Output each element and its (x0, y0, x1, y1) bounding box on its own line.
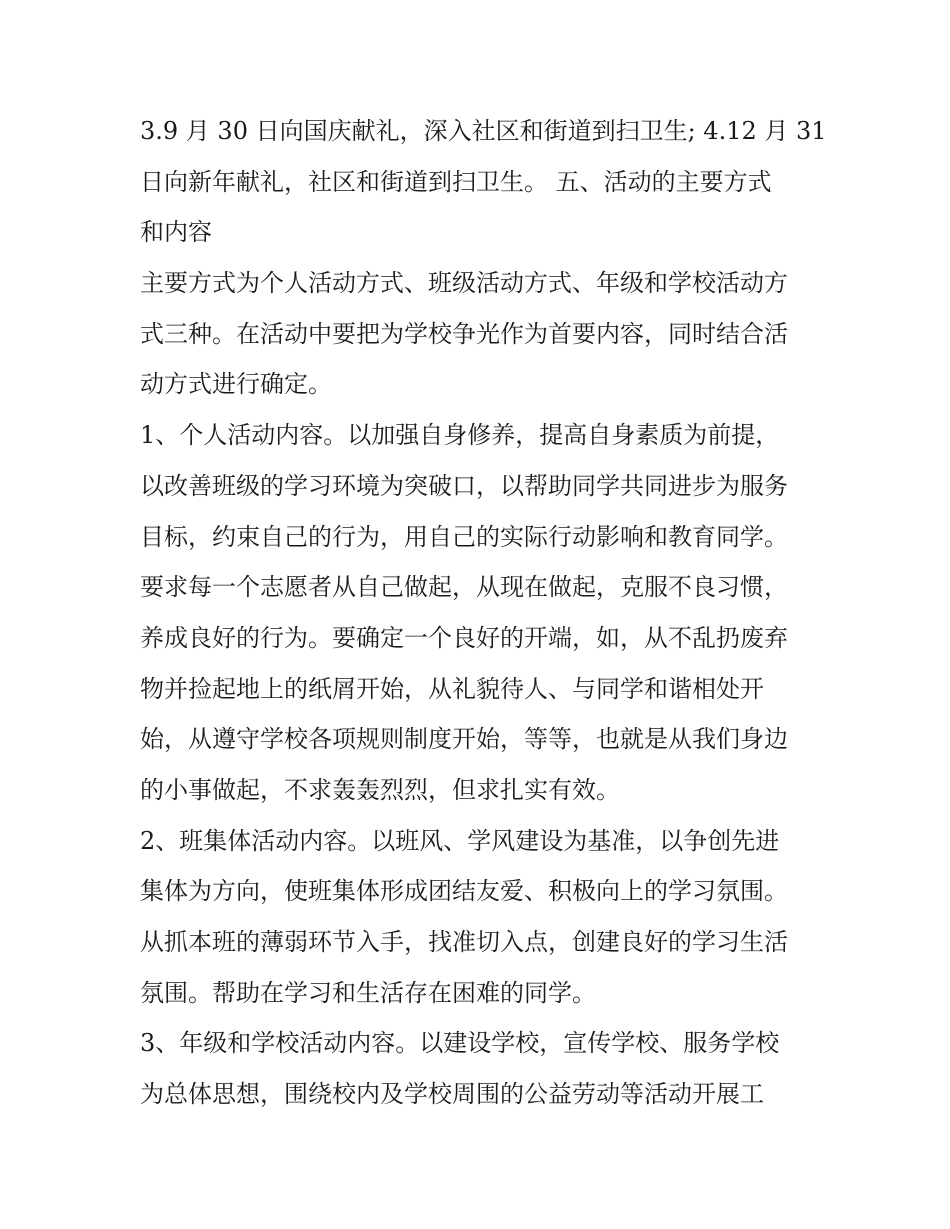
paragraph-activity-dates (140, 106, 827, 258)
text-line: 日向新年献礼，社区和街道到扫卫生。 五、活动的主要方式 (140, 167, 772, 196)
text-line: 氛围。帮助在学习和生活存在困难的同学。 (140, 978, 596, 1007)
text-line: 养成良好的行为。要确定一个良好的开端，如，从不乱扔废弃 (140, 623, 788, 652)
text-line: 1、个人活动内容。以加强自身修养，提高自身素质为前提， (140, 421, 780, 450)
paragraph-individual-activities (140, 410, 820, 816)
text-line: 主要方式为个人活动方式、班级活动方式、年级和学校活动方 (140, 269, 788, 298)
paragraph-main-methods (140, 258, 820, 410)
text-line: 3.9 月 30 日向国庆献礼，深入社区和街道到扫卫生; 4.12 月 31 (140, 117, 827, 145)
paragraph-class-activities (140, 816, 820, 1019)
text-line: 目标，约束自己的行为，用自己的实际行动影响和教育同学。 (140, 522, 788, 551)
text-line: 物并捡起地上的纸屑开始，从礼貌待人、与同学和谐相处开 (140, 674, 764, 703)
document-body (140, 106, 827, 1120)
text-line: 集体为方向，使班集体形成团结友爱、积极向上的学习氛围。 (140, 877, 788, 906)
text-line: 动方式进行确定。 (140, 370, 332, 399)
text-line: 式三种。在活动中要把为学校争光作为首要内容，同时结合活 (140, 319, 788, 348)
text-line: 的小事做起，不求轰轰烈烈，但求扎实有效。 (140, 775, 620, 804)
paragraph-school-activities (140, 1018, 820, 1119)
text-line: 为总体思想，围绕校内及学校周围的公益劳动等活动开展工 (140, 1080, 764, 1109)
text-line: 和内容 (140, 218, 212, 247)
text-line: 3、年级和学校活动内容。以建设学校，宣传学校、服务学校 (140, 1029, 780, 1058)
text-line: 以改善班级的学习环境为突破口，以帮助同学共同进步为服务 (140, 471, 788, 500)
text-line: 从抓本班的薄弱环节入手，找准切入点，创建良好的学习生活 (140, 928, 788, 956)
text-line: 2、班集体活动内容。以班风、学风建设为基准，以争创先进 (140, 826, 780, 855)
text-line: 要求每一个志愿者从自己做起，从现在做起，克服不良习惯， (140, 573, 788, 602)
text-line: 始，从遵守学校各项规则制度开始，等等，也就是从我们身边 (140, 725, 788, 754)
